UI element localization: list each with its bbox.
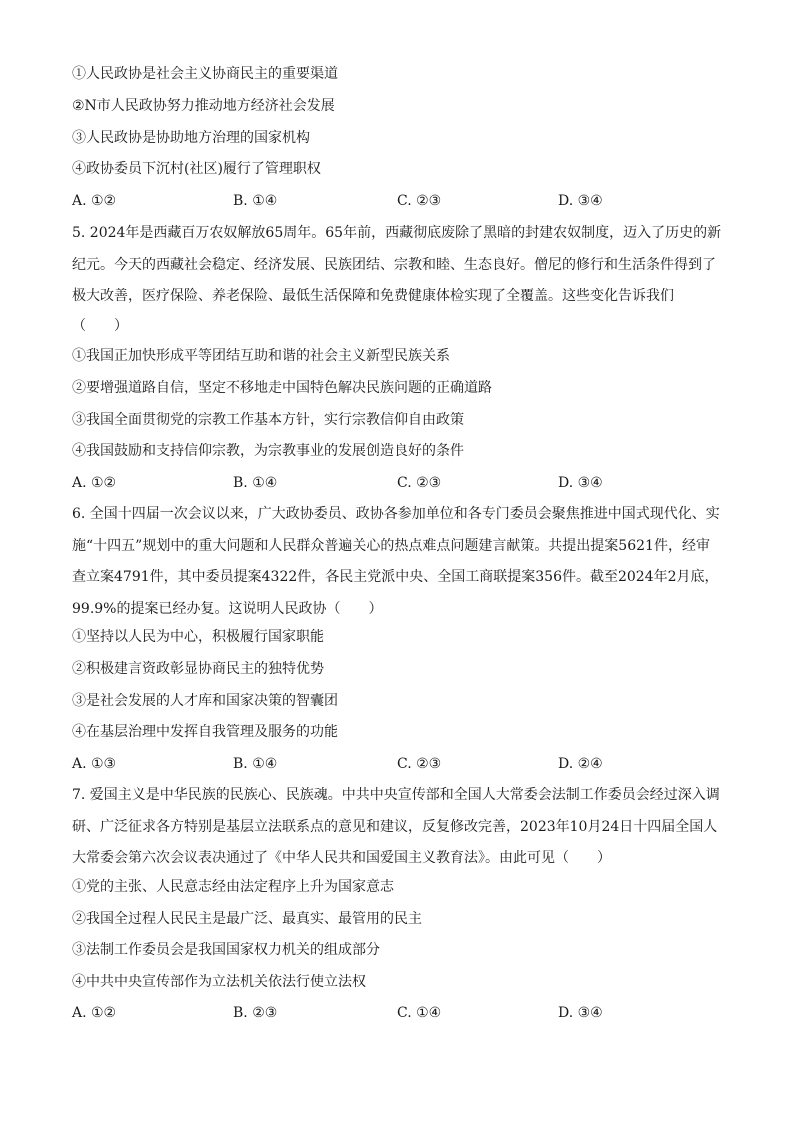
q5-item-1: ①我国正加快形成平等团结互助和谐的社会主义新型民族关系 (72, 348, 450, 364)
q7-option-d: D. ③④ (558, 1005, 603, 1021)
q4-options (72, 191, 722, 211)
q7-option-b: B. ②③ (233, 1005, 278, 1021)
q5-options (72, 473, 722, 493)
q6-option-b: B. ①④ (233, 756, 278, 772)
q6-item-3: ③是社会发展的人才库和国家决策的智囊团 (72, 693, 338, 709)
q5-option-b: B. ①④ (233, 475, 278, 491)
q6-item-4: ④在基层治理中发挥自我管理及服务的功能 (72, 724, 338, 740)
q7-item-2: ②我国全过程人民民主是最广泛、最真实、最管用的民主 (72, 911, 422, 927)
q6-option-d: D. ②④ (558, 756, 603, 772)
q6-options (72, 754, 722, 774)
q5-option-c: C. ②③ (397, 475, 442, 491)
q7-item-4: ④中共中央宣传部作为立法机关依法行使立法权 (72, 974, 366, 990)
q4-item-4: ④政协委员下沉村(社区)履行了管理职权 (72, 161, 321, 177)
q5-option-a: A. ①② (72, 475, 117, 491)
q5-stem: 5. 2024年是西藏百万农奴解放65周年。65年前，西藏彻底废除了黑暗的封建农奴制度，迈入了历史的新纪元。今天的西藏社会稳定、经济发展、民族团结、宗教和睦、生态良好。僧尼的修行和生活条件得到了极大改善，医疗保险、养老保险、最低生活保障和免费健康体检实现了全覆盖。这些变化告诉我们 (72, 225, 722, 304)
q7-stem: 7. 爱国主义是中华民族的民族心、民族魂。中共中央宣传部和全国人大常委会法制工作委员会经过深入调研、广泛征求各方特别是基层立法联系点的意见和建议，反复修改完善，2023年10月24日十四届全国人大常委会第六次会议表决通过了《中华人民共和国爱国主义教育法》。由此可见（ ） (72, 787, 720, 866)
q4-option-c: C. ②③ (397, 193, 442, 209)
q7-options (72, 1003, 722, 1023)
q4-option-d: D. ③④ (558, 193, 603, 209)
q7-option-a: A. ①② (72, 1005, 117, 1021)
q7-item-1: ①党的主张、人民意志经由法定程序上升为国家意志 (72, 879, 394, 895)
q6-item-2: ②积极建言资政彰显协商民主的独特优势 (72, 661, 324, 677)
q7-option-c: C. ①④ (397, 1005, 442, 1021)
q6-option-c: C. ②③ (397, 756, 442, 772)
q5-item-4: ④我国鼓励和支持信仰宗教，为宗教事业的发展创造良好的条件 (72, 443, 464, 459)
q6-option-a: A. ①③ (72, 756, 117, 772)
q5-item-3: ③我国全面贯彻党的宗教工作基本方针，实行宗教信仰自由政策 (72, 412, 464, 428)
q7-item-3: ③法制工作委员会是我国国家权力机关的组成部分 (72, 942, 380, 958)
q4-option-a: A. ①② (72, 193, 117, 209)
q4-item-1: ①人民政协是社会主义协商民主的重要渠道 (72, 66, 338, 82)
q5-item-2: ②要增强道路自信，坚定不移地走中国特色解决民族问题的正确道路 (72, 380, 492, 396)
q4-item-2: ②N市人民政协努力推动地方经济社会发展 (72, 98, 335, 114)
q5-option-d: D. ③④ (558, 475, 603, 491)
q4-option-b: B. ①④ (233, 193, 278, 209)
q5-answer-blank: （ ） (72, 318, 128, 334)
q6-item-1: ①坚持以人民为中心，积极履行国家职能 (72, 629, 324, 645)
q4-item-3: ③人民政协是协助地方治理的国家机构 (72, 130, 310, 146)
q6-stem: 6. 全国十四届一次会议以来，广大政协委员、政协各参加单位和各专门委员会聚焦推进中国式现代化、实施“十四五”规划中的重大问题和人民群众普遍关心的热点难点问题建言献策。共提出提案5621件，经审查立案4791件，其中委员提案4322件，各民主党派中央、全国工商联提案356件。截至2024年2月底，99.9%的提案已经办复。这说明人民政协（ ） (72, 506, 720, 617)
